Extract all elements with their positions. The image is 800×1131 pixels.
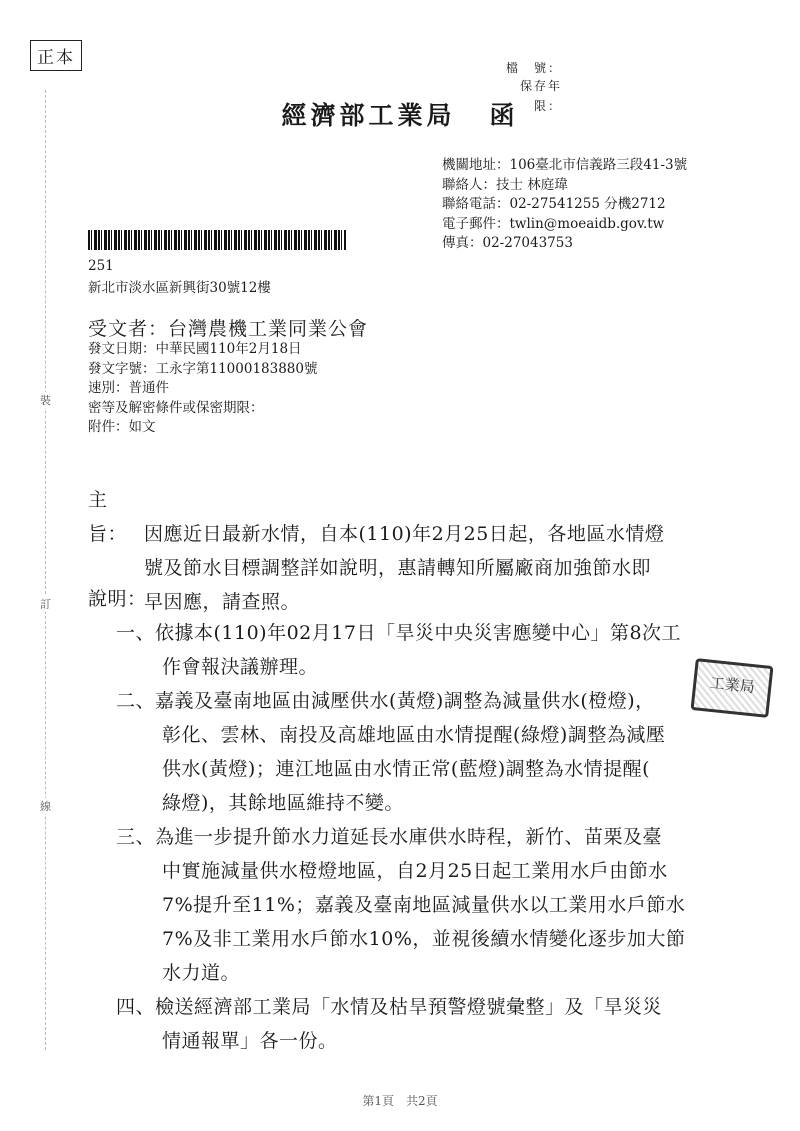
item-line: 彰化、雲林、南投及高雄地區由水情提醒(綠燈)調整為減壓 bbox=[162, 724, 666, 746]
official-seal-stamp bbox=[690, 658, 773, 718]
item-line: 情通報單」各一份。 bbox=[162, 1030, 338, 1052]
page-number: 第1頁 共2頁 bbox=[362, 1094, 438, 1108]
meta-block bbox=[88, 340, 317, 438]
document-number: 發文字號：工永字第11000183880號 bbox=[88, 360, 318, 377]
margin-mark-bind: 裝 bbox=[40, 394, 51, 407]
item-line: 四、檢送經濟部工業局「水情及枯旱預警燈號彙整」及「旱災災 bbox=[116, 996, 663, 1018]
margin-mark-staple: 訂 bbox=[40, 598, 51, 611]
margin-mark-line: 線 bbox=[40, 800, 51, 813]
explanation-label: 說明： bbox=[88, 588, 147, 610]
contact-person: 聯絡人：技士 林庭瑋 bbox=[442, 176, 568, 193]
item-line: 二、嘉義及臺南地區由減壓供水(黃燈)調整為減量供水(橙燈)， bbox=[116, 690, 655, 712]
document-title bbox=[0, 96, 800, 132]
document-type: 函 bbox=[489, 101, 519, 130]
item-line: 7%提升至11%；嘉義及臺南地區減量供水以工業用水戶節水 bbox=[162, 894, 686, 916]
item-line: 綠燈)，其餘地區維持不變。 bbox=[162, 792, 404, 814]
contact-fax: 傳真：02-27043753 bbox=[442, 235, 573, 251]
agency-name: 經濟部工業局 bbox=[281, 101, 456, 130]
issue-date: 發文日期：中華民國110年2月18日 bbox=[88, 341, 302, 357]
subject-line: 因應近日最新水情，自本(110)年2月25日起，各地區水情燈 bbox=[144, 523, 665, 545]
contact-block bbox=[442, 156, 687, 254]
item-line: 一、依據本(110)年02月17日「旱災中央災害應變中心」第8次工 bbox=[116, 622, 682, 644]
item-line: 水力道。 bbox=[162, 962, 241, 984]
explanation-item-4 bbox=[116, 990, 736, 1058]
subject-line: 號及節水目標調整詳如說明，惠請轉知所屬廠商加強節水即 bbox=[144, 557, 652, 579]
retention-period: 保存年限： bbox=[519, 79, 562, 113]
delivery-speed: 速別：普通件 bbox=[88, 380, 169, 396]
subject-label: 主旨： bbox=[88, 489, 128, 545]
recipient-address: 新北市淡水區新興街30號12樓 bbox=[88, 280, 271, 296]
item-line: 三、為進一步提升節水力道延長水庫供水時程，新竹、苗栗及臺 bbox=[116, 826, 663, 848]
agency-address: 機關地址：106臺北市信義路三段41-3號 bbox=[442, 157, 688, 173]
subject-paragraph bbox=[88, 483, 728, 619]
original-copy-stamp: 正本 bbox=[30, 40, 82, 71]
item-line: 作會報決議辦理。 bbox=[162, 656, 319, 678]
attachment: 附件：如文 bbox=[88, 419, 156, 435]
binding-line bbox=[45, 90, 46, 1050]
barcode bbox=[88, 230, 346, 250]
contact-phone: 聯絡電話：02-27541255 分機2712 bbox=[442, 196, 666, 212]
explanation-item-3 bbox=[116, 820, 736, 990]
item-line: 中實施減量供水橙燈地區，自2月25日起工業用水戶由節水 bbox=[162, 860, 668, 882]
item-line: 7%及非工業用水戶節水10%，並視後續水情變化逐步加大節 bbox=[162, 928, 686, 950]
seal-text: 工業局 bbox=[708, 673, 756, 697]
file-number: 檔 號： bbox=[505, 61, 562, 75]
contact-email: 電子郵件：twlin@moeaidb.gov.tw bbox=[442, 215, 665, 232]
recipient-zip: 251 bbox=[88, 258, 114, 274]
secrecy-level: 密等及解密條件或保密期限： bbox=[88, 399, 264, 416]
explanation-item-1 bbox=[116, 616, 736, 684]
subject-line: 早因應，請查照。 bbox=[144, 591, 301, 613]
item-line: 供水(黃燈)；連江地區由水情正常(藍燈)調整為水情提醒( bbox=[162, 758, 651, 780]
explanation-item-2 bbox=[116, 684, 736, 820]
recipient: 受文者：台灣農機工業同業公會 bbox=[88, 318, 369, 340]
